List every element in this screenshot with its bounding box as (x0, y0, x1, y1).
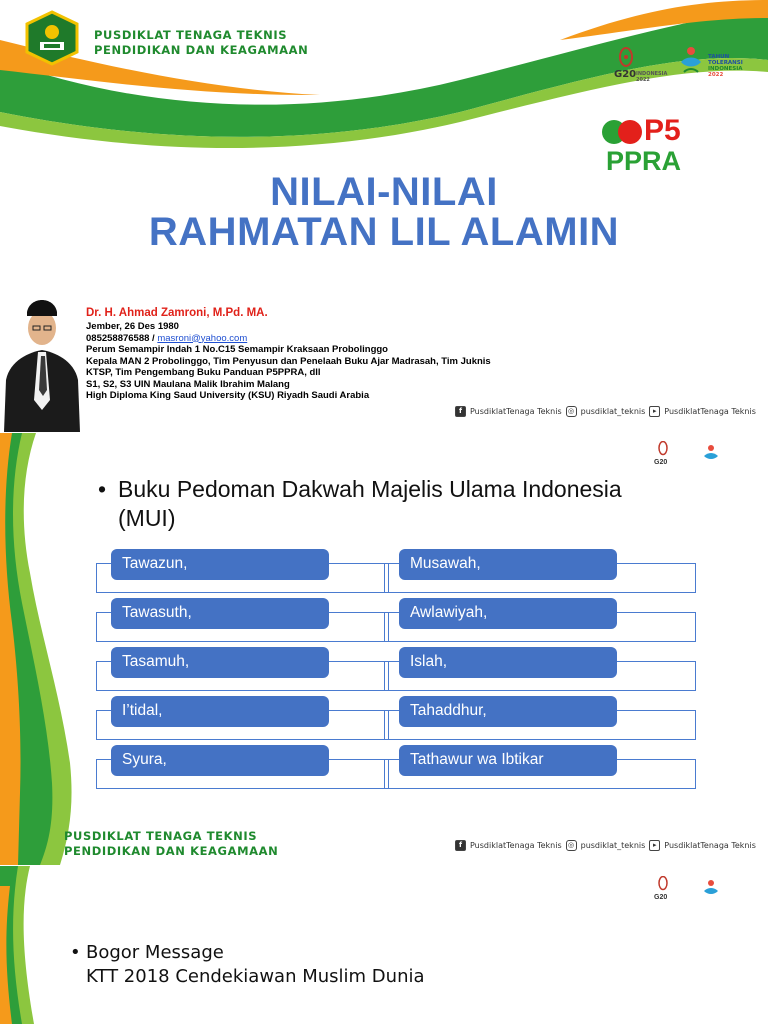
youtube-handle: PusdiklatTenaga Teknis (664, 841, 756, 850)
bullet-line2: KTT 2018 Cendekiawan Muslim Dunia (86, 966, 425, 987)
p5-text: P5 (644, 114, 681, 147)
g20-text: G20 (614, 69, 637, 80)
social-links (455, 406, 756, 417)
bio-education-1: S1, S2, S3 UIN Maulana Malik Ibrahim Malang (86, 378, 290, 390)
value-item: I’tidal, (111, 696, 329, 727)
facebook-icon: f (455, 406, 466, 417)
left-wave-decoration (0, 866, 60, 1024)
speaker-photo (0, 290, 82, 432)
g20-emblem-icon (656, 876, 670, 892)
facebook-icon: f (455, 840, 466, 851)
speaker-bio (86, 307, 586, 402)
value-item: Musawah, (399, 549, 617, 580)
bio-education-2: High Diploma King Saud University (KSU) Riyadh Saudi Arabia (86, 390, 370, 401)
slide-cover (0, 0, 768, 432)
p5-circles-icon (600, 118, 646, 146)
org-name-line1: PUSDIKLAT TENAGA TEKNIS (94, 28, 288, 42)
g20-emblem-icon (616, 47, 636, 69)
bio-contact (86, 333, 586, 345)
bio-role-2: KTSP, Tim Pengembang Buku Panduan P5PPRA, dll (86, 367, 321, 378)
instagram-handle: pusdiklat_teknis (580, 841, 646, 850)
tahun-line2: TOLERANSI (708, 60, 743, 66)
bio-phone: 085258876588 / (86, 332, 158, 344)
org-name-line1: PUSDIKLAT TENAGA TEKNIS (64, 829, 258, 843)
instagram-handle: pusdiklat_teknis (580, 407, 646, 416)
bullet-dot-icon: • (70, 942, 81, 963)
value-item: Syura, (111, 745, 329, 776)
youtube-icon: ▸ (649, 406, 660, 417)
org-name-line2: PENDIDIKAN DAN KEAGAMAAN (64, 844, 279, 858)
slide-nilai-list (0, 433, 768, 865)
g20-subtext: INDONESIA 2022 (636, 71, 668, 83)
tahun-line4: 2022 (708, 72, 724, 78)
slide-bogor-message (0, 866, 768, 1024)
org-name (94, 28, 308, 58)
partner-logos-small (654, 876, 744, 908)
bullet-bogor (70, 941, 570, 989)
tahun-toleransi-text (708, 54, 743, 78)
instagram-icon: ◎ (566, 840, 577, 851)
value-item: Tawazun, (111, 549, 329, 580)
bullet-line2: (MUI) (118, 505, 176, 531)
p5-ppra-logo (600, 116, 700, 178)
g20-emblem-icon (656, 441, 670, 457)
instagram-icon: ◎ (566, 406, 577, 417)
toleransi-emblem-icon (702, 443, 720, 467)
bullet-dot-icon: • (98, 476, 107, 502)
tahun-toleransi-logo (678, 44, 748, 84)
bio-role-1: Kepala MAN 2 Probolinggo, Tim Penyusun dan Penelaah Buku Ajar Madrasah, Tim Juknis (86, 355, 491, 367)
org-name-footer (64, 829, 278, 859)
bio-address: Perum Semampir Indah 1 No.C15 Semampir Kraksaan Probolinggo (86, 344, 388, 355)
value-item: Islah, (399, 647, 617, 678)
bullet-mui (98, 475, 698, 533)
value-item: Awlawiyah, (399, 598, 617, 629)
value-item: Tahaddhur, (399, 696, 617, 727)
org-name-line2: PENDIDIKAN DAN KEAGAMAAN (94, 43, 309, 57)
g20-text: G20 (654, 894, 668, 901)
title-line1: NILAI-NILAI (270, 170, 498, 214)
toleransi-emblem-icon (702, 878, 720, 902)
facebook-handle: PusdiklatTenaga Teknis (470, 407, 562, 416)
g20-text: G20 (654, 459, 668, 466)
value-item: Tasamuh, (111, 647, 329, 678)
speaker-name: Dr. H. Ahmad Zamroni, M.Pd. MA. (86, 307, 268, 319)
partner-logos-small (654, 441, 744, 473)
facebook-handle: PusdiklatTenaga Teknis (470, 841, 562, 850)
social-links-footer (455, 840, 756, 851)
toleransi-emblem-icon (678, 44, 704, 78)
title-line2: RAHMATAN LIL ALAMIN (148, 210, 620, 254)
bullet-line1: Buku Pedoman Dakwah Majelis Ulama Indonesia (118, 476, 622, 502)
value-item: Tawasuth, (111, 598, 329, 629)
left-wave-decoration (0, 433, 80, 865)
youtube-handle: PusdiklatTenaga Teknis (664, 407, 756, 416)
bio-birth: Jember, 26 Des 1980 (86, 321, 179, 332)
tahun-line1: TAHUN (708, 54, 730, 60)
bullet-line1: Bogor Message (86, 942, 224, 963)
ministry-logo (24, 10, 80, 66)
bio-email-link[interactable]: masroni@yahoo.com (157, 332, 248, 344)
ppra-text: PPRA (606, 146, 682, 176)
tahun-line3: INDONESIA (708, 66, 743, 72)
g20-logo (612, 47, 682, 83)
value-item: Tathawur wa Ibtikar (399, 745, 617, 776)
slide-title (0, 172, 768, 252)
youtube-icon: ▸ (649, 840, 660, 851)
